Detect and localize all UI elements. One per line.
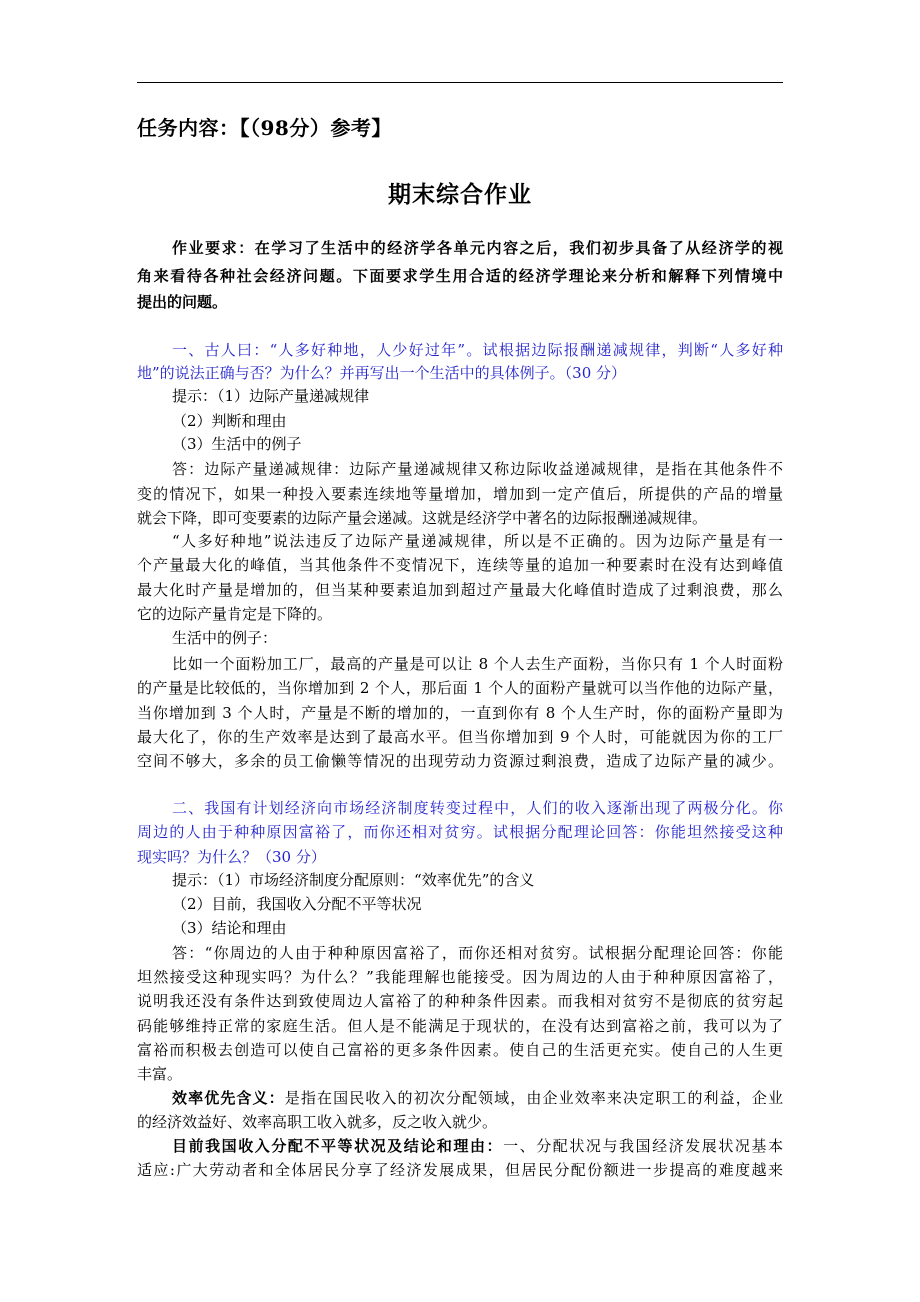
efficiency-text: 是指在国民收入的初次分配领域，由企业效率来决定职工的利益，企业 <box>284 1089 783 1107</box>
answer-line: 个产量最大化的峰值，当其他条件不变情况下，连续等量的追加一种要素时在没有达到峰值 <box>137 556 783 574</box>
requirement-line: 提出的问题。 <box>137 293 228 311</box>
answer-line: “人多好种地”说法违反了边际产量递减规律，所以是不正确的。因为边际产量是有一 <box>172 532 783 550</box>
question-2-line: 周边的人由于种种原因富裕了，而你还相对贫穷。试根据分配理论回答：你能坦然接受这种 <box>137 823 783 841</box>
hint-line: （2）判断和理由 <box>172 412 287 430</box>
answer-line: 坦然接受这种现实吗？为什么？”我能理解也能接受。因为周边的人由于种种原因富裕了， <box>137 968 783 986</box>
status-line: 适应:广大劳动者和全体居民分享了经济发展成果，但居民分配份额进一步提高的难度越来 <box>137 1161 783 1179</box>
answer-line: 答：边际产量递减规律：边际产量递减规律又称边际收益递减规律，是指在其他条件不 <box>172 460 783 478</box>
efficiency-line: 的经济效益好、效率高职工收入就多，反之收入就少。 <box>137 1113 498 1131</box>
example-line: 空间不够大，多余的员工偷懒等情况的出现劳动力资源过剩浪费，造成了边际产量的减少。 <box>137 752 783 770</box>
answer-line: 它的边际产量肯定是下降的。 <box>137 605 333 623</box>
efficiency-label: 效率优先含义： <box>172 1089 285 1107</box>
status-paragraph <box>172 1134 783 1158</box>
hint-line: 提示：（1）市场经济制度分配原则：“效率优先”的含义 <box>172 871 535 889</box>
requirement-line: 角来看待各种社会经济问题。下面要求学生用合适的经济学理论来分析和解释下列情境中 <box>137 267 783 285</box>
answer-line: 丰富。 <box>137 1065 183 1083</box>
example-line: 当你增加到 3 个人时，产量是不断的增加的，一直到你有 8 个人生产时，你的面粉产量即为 <box>137 704 783 722</box>
efficiency-paragraph <box>172 1086 783 1110</box>
answer-line: 变的情况下，如果一种投入要素连续地等量增加，增加到一定产值后，所提供的产品的增量 <box>137 485 783 503</box>
task-content-heading: 任务内容：【（98分）参考】 <box>137 116 392 140</box>
status-label: 目前我国收入分配不平等状况及结论和理由： <box>172 1137 504 1155</box>
question-1-line: 一、古人曰：“人多好种地，人少好过年”。试根据边际报酬递减规律，判断“人多好种 <box>172 341 783 359</box>
example-label: 生活中的例子： <box>172 629 278 647</box>
answer-line: 说明我还没有条件达到致使周边人富裕了的种种条件因素。而我相对贫穷不是彻底的贫穷起 <box>137 992 783 1010</box>
header-rule <box>137 82 783 83</box>
example-line: 比如一个面粉加工厂，最高的产量是可以让 8 个人去生产面粉，当你只有 1 个人时面粉 <box>172 655 783 673</box>
hint-line: （2）目前，我国收入分配不平等状况 <box>172 895 422 913</box>
answer-line: 就会下降，即可变要素的边际产量会递减。这就是经济学中著名的边际报酬递减规律。 <box>137 509 708 527</box>
document-title: 期末综合作业 <box>388 181 532 208</box>
hint-line: 提示：（1）边际产量递减规律 <box>172 387 370 405</box>
question-2-line: 现实吗？为什么？（30 分） <box>137 848 326 866</box>
example-line: 的产量是比较低的，当你增加到 2 个人，那后面 1 个人的面粉产量就可以当作他的边际产量， <box>137 679 783 697</box>
answer-line: 答：“你周边的人由于种种原因富裕了，而你还相对贫穷。试根据分配理论回答：你能 <box>172 944 783 962</box>
hint-line: （3）生活中的例子 <box>172 435 302 453</box>
answer-line: 富裕而积极去创造可以使自己富裕的更多条件因素。使自己的生活更充实。使自己的人生更 <box>137 1041 783 1059</box>
question-2-line: 二、我国有计划经济向市场经济制度转变过程中，人们的收入逐渐出现了两极分化。你 <box>172 799 783 817</box>
example-line: 最大化了，你的生产效率是达到了最高水平。但当你增加到 9 个人时，可能就因为你的工厂 <box>137 728 783 746</box>
hint-line: （3）结论和理由 <box>172 919 287 937</box>
answer-line: 最大化时产量是增加的，但当某种要素追加到超过产量最大化峰值时造成了过剩浪费，那么 <box>137 581 783 599</box>
requirement-line: 作业要求：在学习了生活中的经济学各单元内容之后，我们初步具备了从经济学的视 <box>172 239 783 257</box>
question-1-line: 地”的说法正确与否？为什么？并再写出一个生活中的具体例子。（30 分） <box>137 364 627 382</box>
answer-line: 码能够维持正常的家庭生活。但人是不能满足于现状的，在没有达到富裕之前，我可以为了 <box>137 1017 783 1035</box>
status-text: 一、分配状况与我国经济发展状况基本 <box>503 1137 783 1155</box>
